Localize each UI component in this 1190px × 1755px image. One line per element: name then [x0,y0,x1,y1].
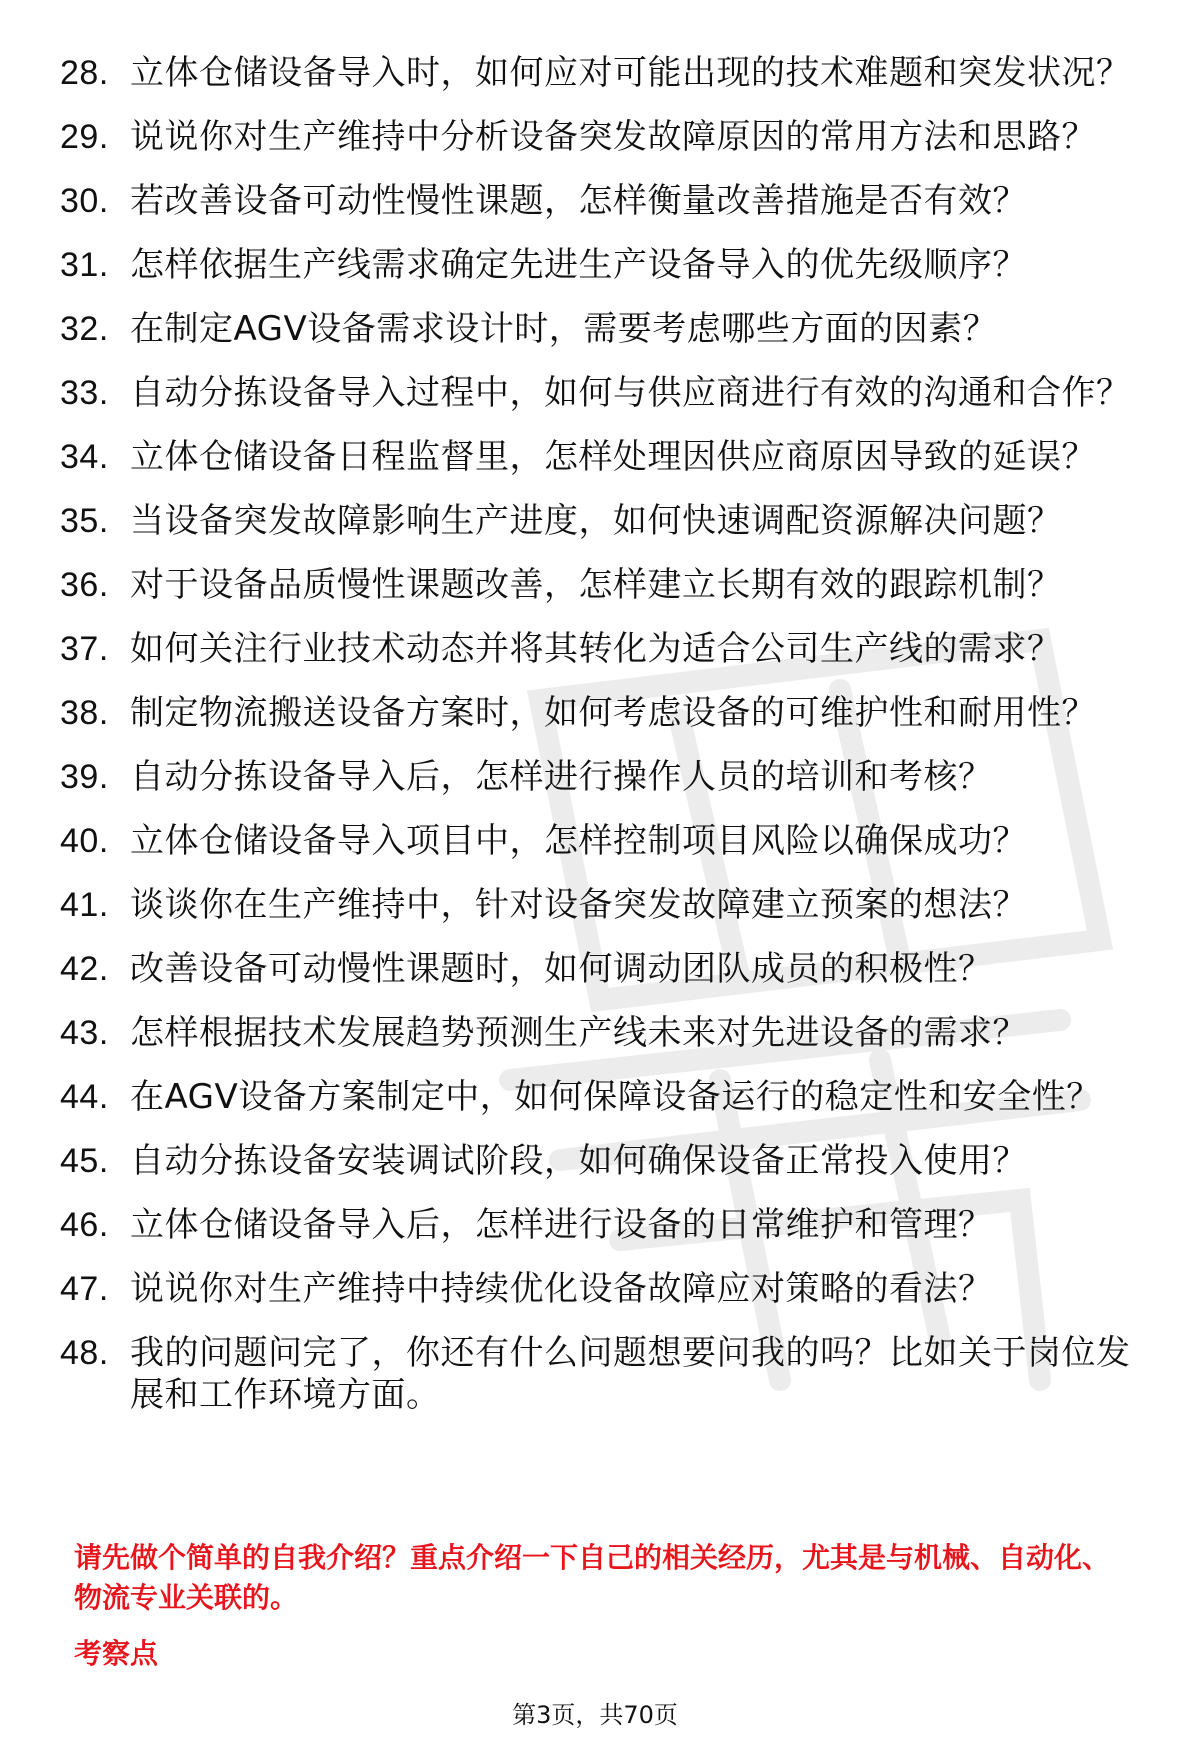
question-number: 35. [60,502,109,540]
question-number: 48. [60,1334,109,1372]
question-number: 33. [60,374,109,412]
question-number: 29. [60,118,109,156]
question-list [60,52,1150,1438]
list-item [60,1140,1150,1182]
list-item [60,1012,1150,1054]
question-number: 47. [60,1270,109,1308]
list-item [60,436,1150,478]
question-number: 32. [60,310,109,348]
question-number: 36. [60,566,109,604]
question-text: 改善设备可动慢性课题时，如何调动团队成员的积极性？ [130,949,993,989]
list-item [60,820,1150,862]
question-text: 立体仓储设备导入时，如何应对可能出现的技术难题和突发状况？ [130,53,1131,93]
question-text: 制定物流搬送设备方案时，如何考虑设备的可维护性和耐用性？ [130,693,1096,733]
list-item [60,52,1150,94]
list-item [60,180,1150,222]
list-item [60,1076,1150,1118]
question-number: 34. [60,438,109,476]
list-item [60,1204,1150,1246]
list-item [60,628,1150,670]
question-number: 46. [60,1206,109,1244]
question-text: 在AGV设备方案制定中，如何保障设备运行的稳定性和安全性？ [130,1077,1101,1117]
question-text: 对于设备品质慢性课题改善，怎样建立长期有效的跟踪机制？ [130,565,1062,605]
question-text: 如何关注行业技术动态并将其转化为适合公司生产线的需求？ [130,629,1062,669]
list-item [60,244,1150,286]
question-text: 当设备突发故障影响生产进度，如何快速调配资源解决问题？ [130,501,1062,541]
question-number: 43. [60,1014,109,1052]
list-item [60,948,1150,990]
question-text: 怎样根据技术发展趋势预测生产线未来对先进设备的需求？ [130,1013,1027,1053]
question-text: 自动分拣设备导入过程中，如何与供应商进行有效的沟通和合作？ [130,373,1131,413]
question-text: 怎样依据生产线需求确定先进生产设备导入的优先级顺序？ [130,245,1027,285]
list-item [60,692,1150,734]
question-text: 自动分拣设备导入后，怎样进行操作人员的培训和考核？ [130,757,993,797]
question-number: 41. [60,886,109,924]
question-number: 40. [60,822,109,860]
question-number: 39. [60,758,109,796]
question-number: 31. [60,246,109,284]
question-text: 说说你对生产维持中持续优化设备故障应对策略的看法？ [130,1269,993,1309]
question-number: 42. [60,950,109,988]
question-text: 我的问题问完了，你还有什么问题想要问我的吗？比如关于岗位发展和工作环境方面。 [130,1333,1131,1415]
list-item [60,756,1150,798]
question-text: 若改善设备可动性慢性课题，怎样衡量改善措施是否有效？ [130,181,1027,221]
page-footer: 第3页，共70页 [512,1701,678,1729]
list-item [60,372,1150,414]
list-item [60,884,1150,926]
list-item [60,116,1150,158]
question-text: 立体仓储设备导入项目中，怎样控制项目风险以确保成功？ [130,821,1027,861]
question-number: 28. [60,54,109,92]
question-number: 44. [60,1078,109,1116]
question-number: 38. [60,694,109,732]
question-text: 说说你对生产维持中分析设备突发故障原因的常用方法和思路？ [130,117,1096,157]
list-item [60,500,1150,542]
section-label: 考察点 [74,1637,159,1670]
question-text: 谈谈你在生产维持中，针对设备突发故障建立预案的想法？ [130,885,1027,925]
list-item [60,1332,1150,1416]
question-text: 立体仓储设备导入后，怎样进行设备的日常维护和管理？ [130,1205,993,1245]
intro-question: 请先做个简单的自我介绍？重点介绍一下自己的相关经历，尤其是与机械、自动化、物流专业关联的。 [74,1541,1111,1614]
question-text: 在制定AGV设备需求设计时，需要考虑哪些方面的因素？ [130,309,998,349]
question-number: 37. [60,630,109,668]
question-number: 45. [60,1142,109,1180]
list-item [60,1268,1150,1310]
question-text: 立体仓储设备日程监督里，怎样处理因供应商原因导致的延误？ [130,437,1096,477]
question-number: 30. [60,182,109,220]
list-item [60,308,1150,350]
list-item [60,564,1150,606]
question-text: 自动分拣设备安装调试阶段，如何确保设备正常投入使用？ [130,1141,1027,1181]
